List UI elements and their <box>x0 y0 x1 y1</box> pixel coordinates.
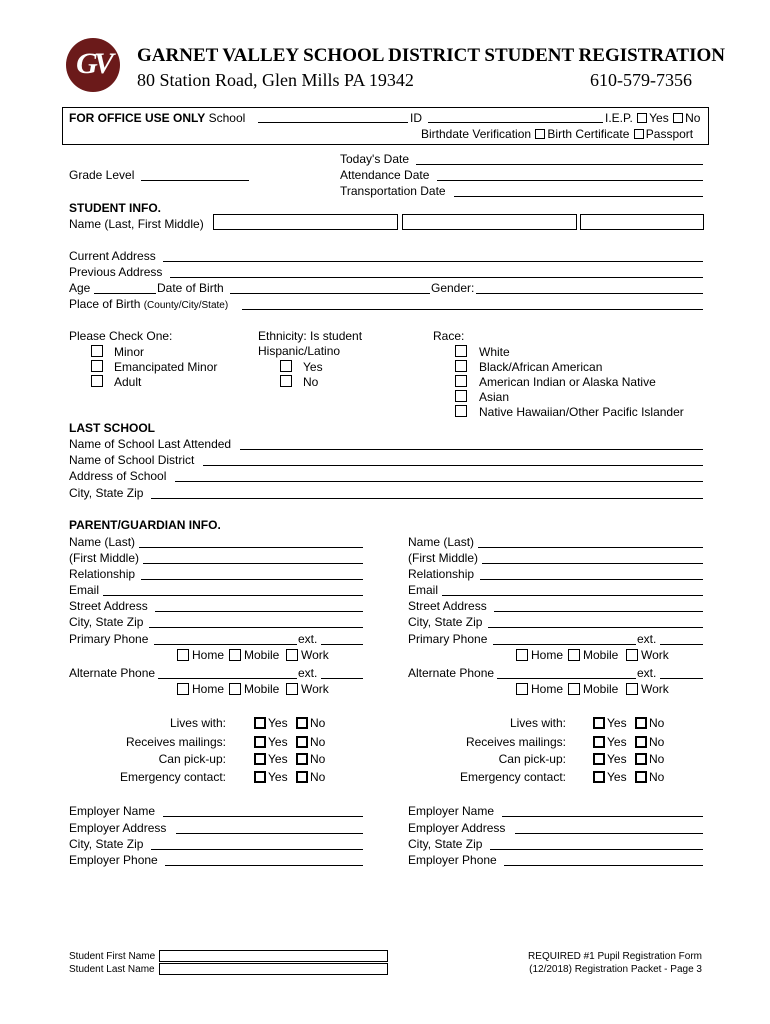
g2-street-field[interactable] <box>494 611 703 612</box>
g1-name-last-field[interactable] <box>139 547 363 548</box>
g1-first-middle-label: (First Middle) <box>69 551 140 565</box>
g2-mailings-label: Receives mailings: <box>465 735 566 749</box>
iep-yes-label: Yes <box>649 111 669 125</box>
place-of-birth-field[interactable] <box>242 309 703 310</box>
birth-certificate-checkbox[interactable] <box>535 129 545 139</box>
page-title: GARNET VALLEY SCHOOL DISTRICT STUDENT REGISTRATION <box>137 45 725 66</box>
g1-emergency-no-checkbox[interactable] <box>296 771 308 783</box>
student-first-name-input[interactable] <box>402 214 577 230</box>
g2-mailings-no-checkbox[interactable] <box>635 736 647 748</box>
g1-employer-address-field[interactable] <box>176 833 363 834</box>
g2-employer-city-field[interactable] <box>490 849 703 850</box>
g2-alt-home-checkbox[interactable] <box>516 683 528 695</box>
last-school-address-field[interactable] <box>175 481 703 482</box>
check-one-label: Please Check One: <box>69 329 173 343</box>
g1-lives-with-no-checkbox[interactable] <box>296 717 308 729</box>
district-address: 80 Station Road, Glen Mills PA 19342 <box>137 70 414 90</box>
g2-email-label: Email <box>408 583 439 597</box>
office-id-field[interactable] <box>428 122 603 123</box>
g1-emergency-label: Emergency contact: <box>119 770 226 784</box>
birth-certificate-label: Birth Certificate <box>547 127 630 141</box>
last-school-heading: LAST SCHOOL <box>69 421 155 435</box>
g2-primary-work-checkbox[interactable] <box>626 649 638 661</box>
g2-alt-ext-field[interactable] <box>660 678 703 679</box>
g1-mailings-yes-checkbox[interactable] <box>254 736 266 748</box>
g1-alt-ext-field[interactable] <box>321 678 363 679</box>
place-of-birth-hint: (County/City/State) <box>143 300 229 311</box>
g2-relationship-label: Relationship <box>408 567 475 581</box>
g1-primary-phone-label: Primary Phone <box>69 632 149 646</box>
transportation-date-field[interactable] <box>454 196 703 197</box>
race-white-checkbox[interactable] <box>455 345 467 357</box>
race-asian-checkbox[interactable] <box>455 390 467 402</box>
g1-pickup-no-checkbox[interactable] <box>296 753 308 765</box>
g2-lives-with-no-checkbox[interactable] <box>635 717 647 729</box>
ethnicity-label-line1: Ethnicity: Is student <box>258 329 363 343</box>
g2-city-label: City, State Zip <box>408 615 483 629</box>
g1-pickup-yes-label: Yes <box>268 752 288 766</box>
g2-alt-phone-label: Alternate Phone <box>408 666 495 680</box>
student-last-name-input[interactable] <box>213 214 398 230</box>
age-field[interactable] <box>94 293 156 294</box>
g1-mailings-yes-label: Yes <box>268 735 288 749</box>
g1-lives-with-no-label: No <box>310 716 326 730</box>
g1-employer-address-label: Employer Address <box>69 821 167 835</box>
g1-pickup-no-label: No <box>310 752 326 766</box>
last-school-name-label: Name of School Last Attended <box>69 437 232 451</box>
g2-name-last-field[interactable] <box>478 547 703 548</box>
hispanic-yes-checkbox[interactable] <box>280 360 292 372</box>
g1-alt-phone-field[interactable] <box>158 678 297 679</box>
g1-city-label: City, State Zip <box>69 615 144 629</box>
g1-emergency-yes-checkbox[interactable] <box>254 771 266 783</box>
g1-primary-ext-label: ext. <box>298 632 318 646</box>
g2-primary-home-label: Home <box>531 648 564 662</box>
g1-alt-mobile-label: Mobile <box>244 682 280 696</box>
minor-checkbox[interactable] <box>91 345 103 357</box>
g1-pickup-yes-checkbox[interactable] <box>254 753 266 765</box>
logo-letters: GV <box>76 47 110 80</box>
grade-level-label: Grade Level <box>69 168 135 182</box>
g2-name-last-label: Name (Last) <box>408 535 475 549</box>
g2-employer-phone-field[interactable] <box>504 865 703 866</box>
g2-alt-work-label: Work <box>641 682 669 696</box>
g2-street-label: Street Address <box>408 599 487 613</box>
g2-relationship-field[interactable] <box>480 579 703 580</box>
last-school-address-label: Address of School <box>69 469 167 483</box>
emancipated-minor-checkbox[interactable] <box>91 360 103 372</box>
g2-alt-mobile-checkbox[interactable] <box>568 683 580 695</box>
race-pacific-islander-label: Native Hawaiian/Other Pacific Islander <box>479 405 684 419</box>
g2-employer-phone-label: Employer Phone <box>408 853 497 867</box>
g2-lives-with-no-label: No <box>649 716 665 730</box>
g2-lives-with-yes-checkbox[interactable] <box>593 717 605 729</box>
g2-alt-phone-field[interactable] <box>497 678 636 679</box>
g2-primary-work-label: Work <box>641 648 669 662</box>
race-white-label: White <box>479 345 510 359</box>
todays-date-field[interactable] <box>416 164 703 165</box>
g1-emergency-yes-label: Yes <box>268 770 288 784</box>
g1-primary-mobile-label: Mobile <box>244 648 280 662</box>
g2-alt-ext-label: ext. <box>637 666 657 680</box>
g1-primary-phone-field[interactable] <box>154 644 297 645</box>
g2-pickup-label: Can pick-up: <box>498 752 566 766</box>
office-school-label: School <box>208 111 246 125</box>
g2-primary-ext-field[interactable] <box>660 644 703 645</box>
hispanic-no-label: No <box>303 375 319 389</box>
office-id-label: ID <box>410 111 422 125</box>
race-asian-label: Asian <box>479 390 510 404</box>
g1-employer-phone-field[interactable] <box>165 865 363 866</box>
g2-mailings-no-label: No <box>649 735 665 749</box>
g1-mailings-no-label: No <box>310 735 326 749</box>
g2-alt-mobile-label: Mobile <box>583 682 619 696</box>
adult-checkbox[interactable] <box>91 375 103 387</box>
g2-mailings-yes-checkbox[interactable] <box>593 736 605 748</box>
district-phone: 610-579-7356 <box>590 70 692 90</box>
student-middle-name-input[interactable] <box>580 214 704 230</box>
g1-primary-home-checkbox[interactable] <box>177 649 189 661</box>
g2-alt-home-label: Home <box>531 682 564 696</box>
last-school-city-field[interactable] <box>151 498 703 499</box>
g1-primary-work-checkbox[interactable] <box>286 649 298 661</box>
g1-employer-city-field[interactable] <box>151 849 363 850</box>
gender-label: Gender: <box>431 281 475 295</box>
current-address-label: Current Address <box>69 249 156 263</box>
office-use-label: FOR OFFICE USE ONLY <box>69 111 206 125</box>
g2-alt-work-checkbox[interactable] <box>626 683 638 695</box>
race-pacific-islander-checkbox[interactable] <box>455 405 467 417</box>
g2-lives-with-label: Lives with: <box>509 716 566 730</box>
office-school-field[interactable] <box>258 122 408 123</box>
race-native-american-checkbox[interactable] <box>455 375 467 387</box>
footer-student-first-input[interactable] <box>159 950 388 962</box>
g1-mailings-label: Receives mailings: <box>125 735 226 749</box>
g2-employer-name-field[interactable] <box>502 816 703 817</box>
g1-lives-with-yes-checkbox[interactable] <box>254 717 266 729</box>
g2-mailings-yes-label: Yes <box>607 735 627 749</box>
previous-address-label: Previous Address <box>69 265 163 279</box>
footer-student-last-label: Student Last Name <box>69 964 155 975</box>
g2-email-field[interactable] <box>442 595 703 596</box>
g2-emergency-no-label: No <box>649 770 665 784</box>
office-iep-label: I.E.P. <box>605 111 633 125</box>
g1-first-middle-field[interactable] <box>143 563 363 564</box>
last-school-city-label: City, State Zip <box>69 486 144 500</box>
race-label: Race: <box>433 329 465 343</box>
age-label: Age <box>69 281 91 295</box>
hispanic-yes-label: Yes <box>303 360 323 374</box>
parent-info-heading: PARENT/GUARDIAN INFO. <box>69 518 221 532</box>
emancipated-minor-label: Emancipated Minor <box>114 360 218 374</box>
g1-primary-work-label: Work <box>301 648 329 662</box>
g2-primary-mobile-checkbox[interactable] <box>568 649 580 661</box>
date-of-birth-label: Date of Birth <box>157 281 224 295</box>
g1-alt-work-label: Work <box>301 682 329 696</box>
g1-primary-home-label: Home <box>192 648 225 662</box>
g2-primary-mobile-label: Mobile <box>583 648 619 662</box>
ethnicity-label-line2: Hispanic/Latino <box>258 344 341 358</box>
transportation-date-label: Transportation Date <box>340 184 446 198</box>
place-of-birth-label: Place of Birth <box>69 297 141 311</box>
g1-employer-city-label: City, State Zip <box>69 837 144 851</box>
previous-address-field[interactable] <box>170 277 703 278</box>
g1-alt-ext-label: ext. <box>298 666 318 680</box>
g2-pickup-yes-label: Yes <box>607 752 627 766</box>
office-iep-row <box>605 111 700 125</box>
grade-level-field[interactable] <box>141 180 249 181</box>
g1-mailings-no-checkbox[interactable] <box>296 736 308 748</box>
iep-no-label: No <box>685 111 701 125</box>
adult-label: Adult <box>114 375 142 389</box>
footer-form-page: (12/2018) Registration Packet - Page 3 <box>529 964 702 975</box>
g1-email-field[interactable] <box>103 595 363 596</box>
last-school-district-label: Name of School District <box>69 453 195 467</box>
g2-pickup-yes-checkbox[interactable] <box>593 753 605 765</box>
g2-emergency-label: Emergency contact: <box>459 770 566 784</box>
hispanic-no-checkbox[interactable] <box>280 375 292 387</box>
g2-primary-phone-field[interactable] <box>493 644 636 645</box>
g1-street-field[interactable] <box>155 611 363 612</box>
footer-student-last-input[interactable] <box>159 963 388 975</box>
g1-street-label: Street Address <box>69 599 148 613</box>
office-use-row <box>69 111 245 125</box>
g1-pickup-label: Can pick-up: <box>158 752 226 766</box>
g1-city-field[interactable] <box>149 627 363 628</box>
race-black-label: Black/African American <box>479 360 603 374</box>
g1-lives-with-yes-label: Yes <box>268 716 288 730</box>
g2-lives-with-yes-label: Yes <box>607 716 627 730</box>
iep-no-checkbox[interactable] <box>673 113 683 123</box>
g1-employer-phone-label: Employer Phone <box>69 853 158 867</box>
footer-form-title: REQUIRED #1 Pupil Registration Form <box>528 951 702 962</box>
date-of-birth-field[interactable] <box>230 293 430 294</box>
g2-employer-address-label: Employer Address <box>408 821 506 835</box>
last-school-district-field[interactable] <box>203 465 703 466</box>
g1-alt-phone-label: Alternate Phone <box>69 666 156 680</box>
footer-student-first-label: Student First Name <box>69 951 156 962</box>
g1-email-label: Email <box>69 583 100 597</box>
g2-primary-home-checkbox[interactable] <box>516 649 528 661</box>
g2-emergency-no-checkbox[interactable] <box>635 771 647 783</box>
g2-emergency-yes-label: Yes <box>607 770 627 784</box>
g1-relationship-label: Relationship <box>69 567 136 581</box>
todays-date-label: Today's Date <box>340 152 409 166</box>
g2-employer-address-field[interactable] <box>515 833 703 834</box>
birthdate-verification-label: Birthdate Verification <box>421 127 532 141</box>
student-info-heading: STUDENT INFO. <box>69 201 161 215</box>
g1-lives-with-label: Lives with: <box>169 716 226 730</box>
g2-pickup-no-label: No <box>649 752 665 766</box>
current-address-field[interactable] <box>163 261 703 262</box>
race-native-american-label: American Indian or Alaska Native <box>479 375 656 389</box>
passport-checkbox[interactable] <box>634 129 644 139</box>
g1-relationship-field[interactable] <box>141 579 363 580</box>
gender-field[interactable] <box>476 293 703 294</box>
g2-employer-name-label: Employer Name <box>408 804 495 818</box>
minor-label: Minor <box>114 345 145 359</box>
g2-primary-phone-label: Primary Phone <box>408 632 488 646</box>
g1-name-last-label: Name (Last) <box>69 535 136 549</box>
attendance-date-field[interactable] <box>437 180 703 181</box>
g2-emergency-yes-checkbox[interactable] <box>593 771 605 783</box>
g1-employer-name-label: Employer Name <box>69 804 156 818</box>
place-of-birth-row <box>69 297 228 313</box>
g2-first-middle-label: (First Middle) <box>408 551 479 565</box>
g2-city-field[interactable] <box>488 627 703 628</box>
g2-first-middle-field[interactable] <box>482 563 703 564</box>
g1-primary-ext-field[interactable] <box>321 644 363 645</box>
g1-alt-mobile-checkbox[interactable] <box>229 683 241 695</box>
g1-alt-work-checkbox[interactable] <box>286 683 298 695</box>
student-name-label: Name (Last, First Middle) <box>69 217 204 231</box>
passport-label: Passport <box>645 127 694 141</box>
g1-alt-home-checkbox[interactable] <box>177 683 189 695</box>
g2-primary-ext-label: ext. <box>637 632 657 646</box>
district-logo <box>66 38 120 92</box>
race-black-checkbox[interactable] <box>455 360 467 372</box>
g2-employer-city-label: City, State Zip <box>408 837 483 851</box>
attendance-date-label: Attendance Date <box>340 168 430 182</box>
last-school-name-field[interactable] <box>240 449 703 450</box>
g1-alt-home-label: Home <box>192 682 225 696</box>
g1-primary-mobile-checkbox[interactable] <box>229 649 241 661</box>
g1-employer-name-field[interactable] <box>163 816 363 817</box>
g1-emergency-no-label: No <box>310 770 326 784</box>
iep-yes-checkbox[interactable] <box>637 113 647 123</box>
g2-pickup-no-checkbox[interactable] <box>635 753 647 765</box>
office-verification-row <box>421 127 693 141</box>
